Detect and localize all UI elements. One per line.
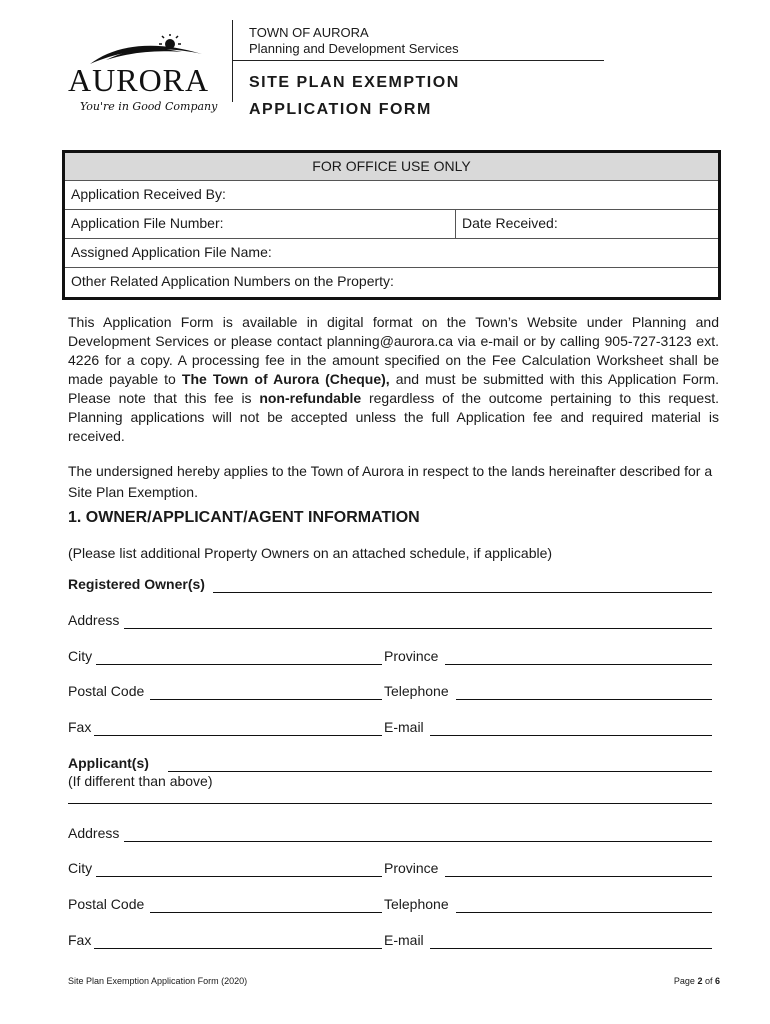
applicant-city-label: City [68, 860, 93, 876]
received-by-label: Application Received By: [71, 186, 226, 202]
form-title-line1: SITE PLAN EXEMPTION [249, 74, 460, 91]
registered-owner-label: Registered Owner(s) [68, 576, 205, 592]
footer-form-name: Site Plan Exemption Application Form (2020) [68, 976, 248, 986]
payee-bold: The Town of Aurora (Cheque), [181, 371, 390, 387]
town-logo [62, 34, 222, 124]
applicant-province-line[interactable] [445, 876, 712, 877]
owner-telephone-label: Telephone [384, 683, 449, 699]
owner-fax-label: Fax [68, 719, 92, 735]
intro-text-2: and must be submitted with this Application Form. Please note that this fee is [68, 371, 719, 406]
header-rule [233, 60, 604, 61]
date-received-label: Date Received: [462, 215, 558, 231]
intro-text-3: regardless of the outcome pertaining to this request. Planning applications will not be accepted unless the full Application fee and required material is received. [68, 390, 719, 444]
related-numbers-field[interactable] [65, 268, 718, 297]
file-name-label: Assigned Application File Name: [71, 244, 272, 260]
intro-text-1: This Application Form is available in digital format on the Town’s Website under Planning and Development Services or please contact planning@aurora.ca via e-mail or by calling 905-727-3123 ext. 4226 for a copy. A processing fee in the amount specified on the Fee Calculation Worksheet shall be made payable to [68, 314, 719, 387]
section-1-note: (Please list additional Property Owners on an attached schedule, if applicable) [68, 545, 553, 561]
related-numbers-label: Other Related Application Numbers on the Property: [71, 273, 394, 289]
header-town: TOWN OF AURORA [249, 25, 369, 40]
non-refundable-bold: non-refundable [259, 390, 362, 406]
applicant-address-line[interactable] [124, 841, 712, 842]
section-1-title: 1. OWNER/APPLICANT/AGENT INFORMATION [68, 509, 420, 526]
owner-province-line[interactable] [445, 664, 712, 665]
applicant-email-line[interactable] [430, 948, 712, 949]
footer-page-number [674, 976, 720, 986]
office-use-heading: FOR OFFICE USE ONLY [65, 153, 718, 181]
registered-owner-line[interactable] [213, 592, 712, 593]
owner-city-label: City [68, 648, 93, 664]
applicant-postal-label: Postal Code [68, 896, 145, 912]
header-divider [232, 20, 233, 102]
applicant-province-label: Province [384, 860, 439, 876]
page-current: 2 [697, 976, 703, 986]
intro-paragraph [68, 313, 719, 446]
owner-postal-label: Postal Code [68, 683, 145, 699]
declaration-paragraph: The undersigned hereby applies to the Town of Aurora in respect to the lands hereinafter described for a Site Plan Exemption. [68, 463, 713, 500]
applicant-telephone-label: Telephone [384, 896, 449, 912]
applicant-sub-label: (If different than above) [68, 773, 213, 789]
office-use-box [62, 150, 721, 300]
owner-postal-line[interactable] [150, 699, 382, 700]
page-prefix: Page [673, 976, 698, 986]
owner-fax-line[interactable] [94, 735, 382, 736]
logo-wordmark: AURORA [68, 62, 210, 98]
applicant-line[interactable] [168, 771, 712, 772]
applicant-line-2[interactable] [68, 803, 712, 804]
owner-address-label: Address [68, 612, 120, 628]
applicant-address-label: Address [68, 825, 120, 841]
applicant-email-label: E-mail [384, 932, 424, 948]
owner-city-line[interactable] [96, 664, 382, 665]
form-title-line2: APPLICATION FORM [249, 101, 432, 118]
applicant-fax-line[interactable] [94, 948, 382, 949]
applicant-postal-line[interactable] [150, 912, 382, 913]
applicant-city-line[interactable] [96, 876, 382, 877]
owner-address-line[interactable] [124, 628, 712, 629]
page-total: 6 [714, 976, 720, 986]
owner-email-label: E-mail [384, 719, 424, 735]
owner-province-label: Province [384, 648, 439, 664]
owner-email-line[interactable] [430, 735, 712, 736]
received-by-field[interactable] [65, 181, 718, 210]
owner-telephone-line[interactable] [456, 699, 712, 700]
applicant-fax-label: Fax [68, 932, 92, 948]
page-of: of [702, 976, 715, 986]
file-number-label: Application File Number: [71, 215, 224, 231]
header-department: Planning and Development Services [249, 41, 459, 56]
applicant-telephone-line[interactable] [456, 912, 712, 913]
logo-tagline: You're in Good Company [80, 100, 218, 113]
file-number-field[interactable] [65, 210, 718, 239]
date-received-field[interactable] [455, 210, 558, 238]
applicant-label: Applicant(s) [68, 755, 149, 771]
file-name-field[interactable] [65, 239, 718, 268]
